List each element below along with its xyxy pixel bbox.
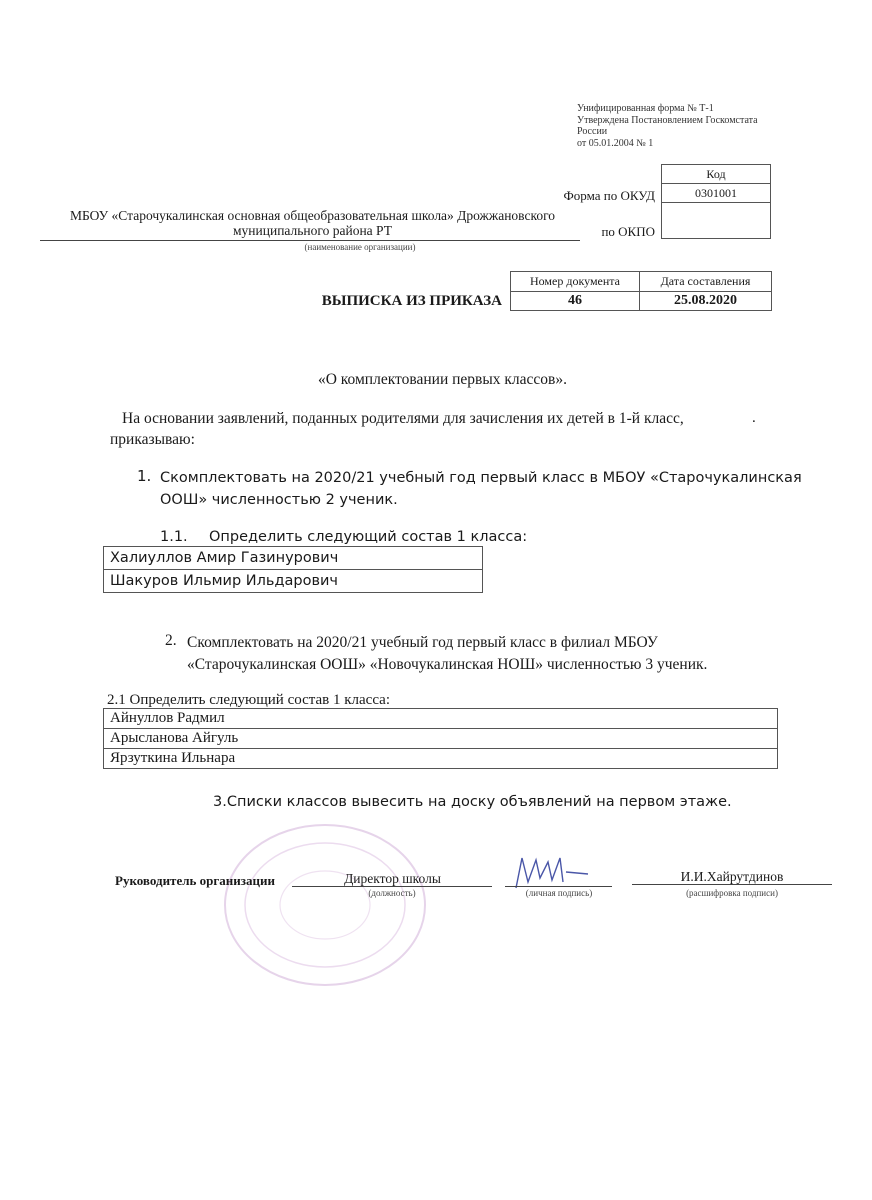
organization-caption: (наименование организации) <box>304 242 416 252</box>
organization-underline <box>40 240 580 241</box>
table-row <box>104 729 778 749</box>
signer-name: И.И.Хайрутдинов <box>680 869 784 884</box>
head-label: Руководитель организации <box>115 873 275 888</box>
okud-value: 0301001 <box>661 183 771 203</box>
doc-number: 46 <box>510 291 640 311</box>
item11-text: Определить следующий состав 1 класса: <box>209 529 528 545</box>
student-name: Шакуров Ильмир Ильдарович <box>104 570 483 593</box>
table-row <box>104 709 778 729</box>
signature-caption: (личная подпись) <box>525 888 593 898</box>
okpo-label: по ОКПО <box>601 224 655 239</box>
student-name: Ярзуткина Ильнара <box>104 749 778 769</box>
item2-number: 2. <box>165 632 177 649</box>
doc-number-header: Номер документа <box>510 271 640 292</box>
dot-mark: . <box>752 410 756 426</box>
table-row <box>104 547 483 570</box>
item2-text: Скомплектовать на 2020/21 учебный год первый класс в филиал МБОУ «Старочукалинская ООШ» «Новочукалинская НОШ» численностью 3 ученик. <box>187 634 708 673</box>
okpo-value <box>661 202 771 239</box>
document-title: ВЫПИСКА ИЗ ПРИКАЗА <box>321 293 502 309</box>
item11-number: 1.1. <box>160 529 188 545</box>
order-subject: «О комплектовании первых классов». <box>317 371 567 388</box>
item3-text: 3.Списки классов вывесить на доску объявлений на первом этаже. <box>213 794 732 810</box>
item21-text: 2.1 Определить следующий состав 1 класса: <box>107 692 390 708</box>
organization-name: МБОУ «Старочукалинская основная общеобразовательная школа» Дрожжановского муниципального района РТ <box>69 208 556 238</box>
item1-number: 1. <box>137 467 152 485</box>
name-caption: (расшифровка подписи) <box>686 888 778 898</box>
name-underline <box>632 884 832 885</box>
position-underline <box>292 886 492 887</box>
student-name: Халиуллов Амир Газинурович <box>104 547 483 570</box>
intro-line2: приказываю: <box>110 431 195 448</box>
position-caption: (должность) <box>368 888 416 898</box>
item1-text: Скомплектовать на 2020/21 учебный год первый класс в МБОУ «Старочукалинская ООШ» численностью 2 ученик. <box>160 470 802 508</box>
code-header: Код <box>661 164 771 184</box>
position-value: Директор школы <box>344 871 441 886</box>
class-list-1 <box>103 546 483 593</box>
doc-date-header: Дата составления <box>639 271 772 292</box>
signature-underline <box>505 886 612 887</box>
student-name: Арысланова Айгуль <box>104 729 778 749</box>
okud-label: Форма по ОКУД <box>563 188 655 203</box>
class-list-2 <box>103 708 778 769</box>
intro-line1: На основании заявлений, поданных родителями для зачисления их детей в 1-й класс, <box>122 410 684 427</box>
student-name: Айнуллов Радмил <box>104 709 778 729</box>
form-reference: Унифицированная форма № Т-1 Утверждена Постановлением Госкомстата России от 05.01.2004 № 1 <box>577 103 758 149</box>
stamp-image <box>215 815 445 1000</box>
table-row <box>104 749 778 769</box>
doc-date: 25.08.2020 <box>639 291 772 311</box>
table-row <box>104 570 483 593</box>
